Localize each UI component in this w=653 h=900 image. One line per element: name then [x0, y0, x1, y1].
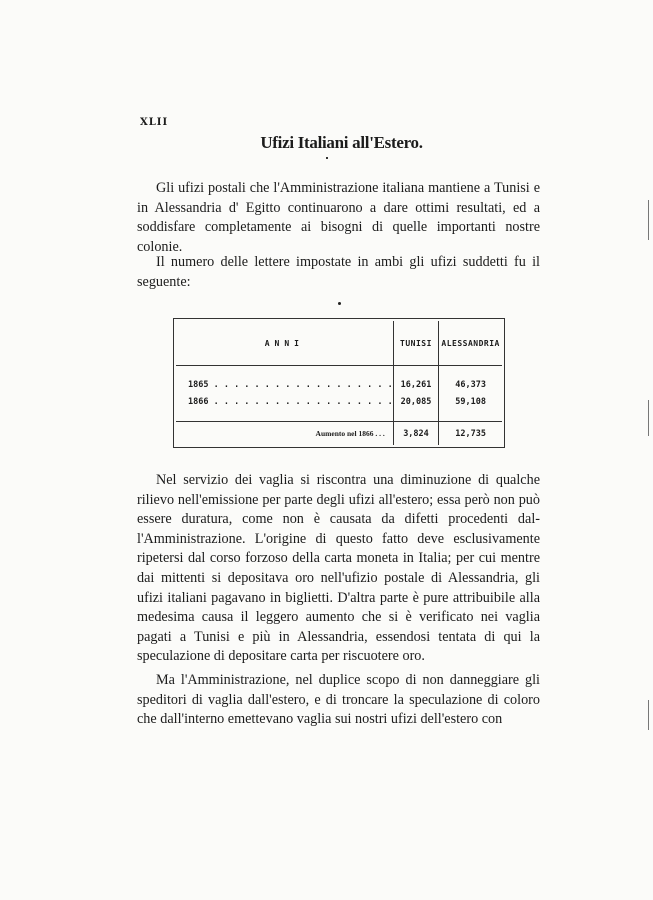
paragraph-vaglia: Nel servizio dei vaglia si riscontra una diminuzione di qualche rilievo nell'emissione per parte degli ufizi all'estero; essa però non può essere duratura, come non è causata da difetti procedenti dal-l'Amministrazione. L'origine di questo fatto deve esclusivamente ripetersi dal corso forzoso della carta moneta in Italia; per cui mentre dai mittenti si depositava oro nell'ufizio postale di Alessandria, gli ufizi italiani pagavano in biglietti. D'altra parte è pure attribuibile alla medesima causa il leggero aumento che si è verificato nei vaglia pagati a Tunisi e più in Alessandria, essendosi tentata di qui la speculazione di depositare carta per riscuotere oro.	[137, 472, 540, 665]
table-row: 1865 . . . . . . . . . . . . . . . . . . 16,261 46,373	[176, 376, 502, 393]
scan-edge-mark	[648, 400, 649, 436]
aumento-tunisi: 3,824	[393, 422, 439, 445]
page-number: XLII	[140, 117, 169, 128]
table-row: 1866 . . . . . . . . . . . . . . . . . . 20,085 59,108	[176, 394, 502, 411]
paragraph-letters: Il numero delle lettere impostate in ambi gli ufizi suddetti fu il seguente:	[137, 254, 540, 290]
paragraph-amministrazione: Ma l'Amministrazione, nel duplice scopo di non danneggiare gli speditori di vaglia dall'estero, e di troncare la speculazione di coloro che dall'interno emettevano vaglia sui nostri ufizi dell'estero con	[137, 672, 540, 728]
aumento-alessandria: 12,735	[439, 422, 502, 445]
header-alessandria: ALESSANDRIA	[439, 321, 502, 366]
alessandria-value: 46,373	[439, 376, 502, 393]
alessandria-value: 59,108	[439, 394, 502, 411]
year-label: 1866	[188, 397, 209, 408]
header-anni: ANNI	[176, 321, 393, 366]
tunisi-value: 20,085	[393, 394, 439, 411]
section-title: Ufizi Italiani all'Estero.	[15, 133, 653, 159]
decorative-dot	[338, 302, 341, 305]
tunisi-value: 16,261	[393, 376, 439, 393]
scan-edge-mark	[648, 700, 649, 730]
aumento-label: Aumento nel 1866	[315, 429, 374, 439]
year-label: 1865	[188, 379, 209, 390]
aumento-row: Aumento nel 1866 . . . 3,824 12,735	[176, 422, 502, 445]
letters-table	[173, 318, 505, 448]
scan-edge-mark	[648, 200, 649, 240]
paragraph-intro: Gli ufizi postali che l'Amministrazione italiana mantiene a Tunisi e in Alessandria d' Egitto continuarono a dare ottimi resultati, ed a soddisfare completamente ai bisogni di quelle importanti nostre colonie.	[137, 180, 540, 255]
header-tunisi: TUNISI	[393, 321, 439, 366]
